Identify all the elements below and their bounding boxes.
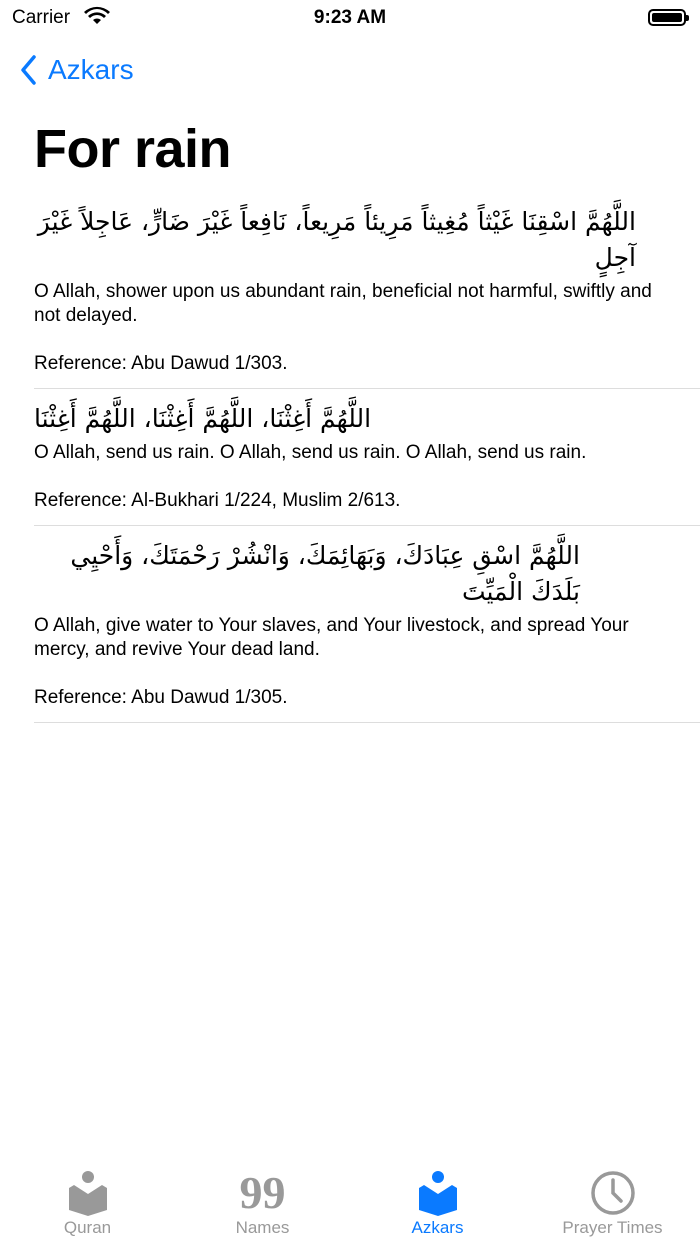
tab-label: Names (235, 1218, 290, 1237)
translation-text: O Allah, send us rain. O Allah, send us rain. O Allah, send us rain. (34, 442, 587, 463)
tab-names[interactable] (175, 1148, 350, 1244)
list-item (34, 401, 700, 526)
reader-book-icon (418, 1170, 458, 1216)
azkar-list (34, 204, 700, 735)
reader-book-icon (68, 1170, 108, 1216)
arabic-text: اللَّهُمَّ اسْقِ عِبَادَكَ، وَبَهَائِمَكَ، وَانْشُرْ رَحْمَتَكَ، وَأَحْيِي بَلَدَكَ الْمَيِّتَ (70, 541, 580, 606)
ninety-nine-icon: 99 (239, 1167, 286, 1218)
tab-prayer-times[interactable] (525, 1148, 700, 1244)
tab-azkars[interactable] (350, 1148, 525, 1244)
status-bar (0, 0, 700, 36)
tab-label: Quran (63, 1218, 112, 1237)
chevron-left-icon (20, 55, 36, 85)
battery-icon (648, 9, 686, 26)
list-item (34, 538, 700, 723)
page-title: For rain (34, 119, 232, 179)
back-label: Azkars (48, 54, 134, 85)
clock: 9:23 AM (313, 7, 387, 28)
translation-text: O Allah, give water to Your slaves, and Your livestock, and spread Your mercy, and revive Your dead land. (34, 615, 629, 660)
clock-icon (590, 1170, 636, 1216)
translation-text: O Allah, shower upon us abundant rain, beneficial not harmful, swiftly and not delayed. (34, 281, 652, 326)
back-button[interactable] (20, 54, 134, 86)
tab-quran[interactable] (0, 1148, 175, 1244)
tab-label: Prayer Times (562, 1218, 663, 1237)
tab-label: Azkars (411, 1218, 464, 1237)
arabic-text: اللَّهُمَّ اسْقِنَا غَيْثاً مُغِيثاً مَرِيئاً مَرِيعاً، نَافِعاً غَيْرَ ضَارٍّ، عَاجِلاً غَيْرَ آجِلٍ (37, 207, 636, 272)
tab-bar (0, 1148, 700, 1244)
reference-text: Reference: Al-Bukhari 1/224, Muslim 2/613. (34, 490, 401, 511)
arabic-text: اللَّهُمَّ أَغِثْنَا، اللَّهُمَّ أَغِثْنَا، اللَّهُمَّ أَغِثْنَا (34, 404, 372, 433)
carrier-label: Carrier (12, 7, 71, 28)
list-item (34, 204, 700, 389)
reference-text: Reference: Abu Dawud 1/303. (34, 353, 288, 374)
reference-text: Reference: Abu Dawud 1/305. (34, 687, 288, 708)
